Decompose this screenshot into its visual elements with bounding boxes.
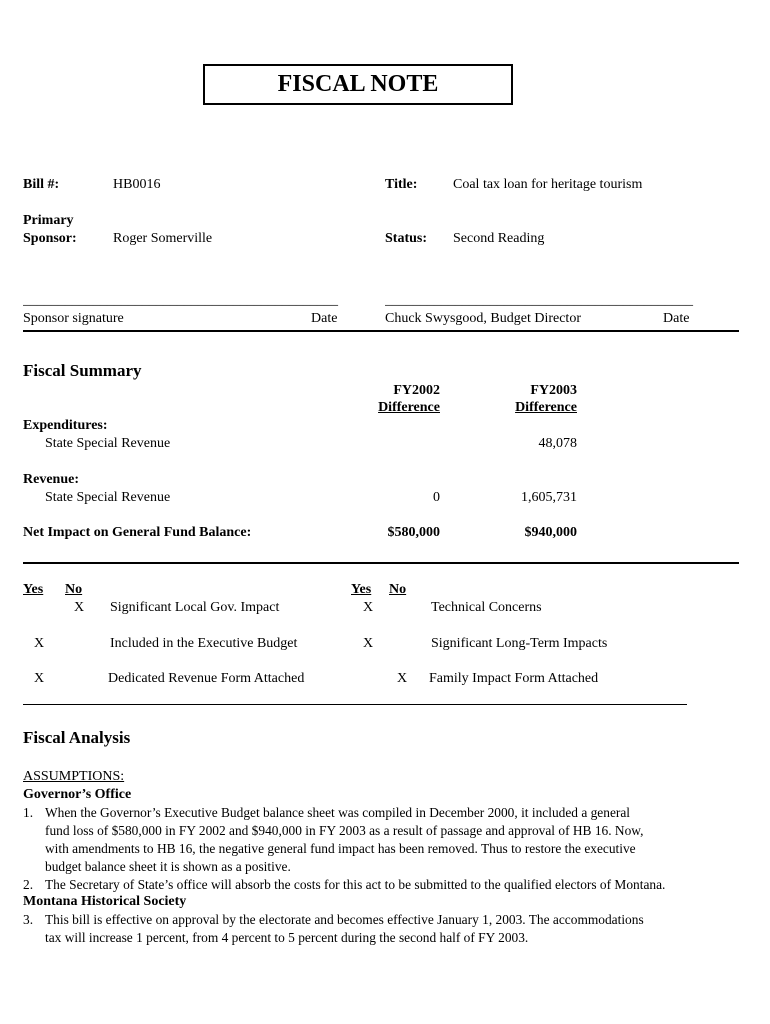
item1-line3: with amendments to HB 16, the negative general fund impact has been removed. Thus to restore the executive <box>45 841 636 856</box>
item1-line4: budget balance sheet it is shown as a positive. <box>45 859 291 874</box>
governors-office-heading: Governor’s Office <box>23 787 132 802</box>
divider-signatures <box>23 330 739 332</box>
status-value: Second Reading <box>453 231 545 246</box>
net-impact-label: Net Impact on General Fund Balance: <box>23 525 252 540</box>
sponsor-label-line2: Sponsor: <box>23 231 77 246</box>
director-date-caption: Date <box>663 311 690 326</box>
expenditures-fy2003: 48,078 <box>538 436 577 451</box>
item2-text: The Secretary of State’s office will absorb the costs for this act to be submitted to the qualified electors of Montana. <box>45 877 666 892</box>
fy2003-header-line2: Difference <box>515 400 577 415</box>
status-label: Status: <box>385 231 428 246</box>
right-row2-yes: X <box>362 636 374 651</box>
sponsor-value: Roger Somerville <box>113 231 213 246</box>
right-row3-label: Family Impact Form Attached <box>429 671 599 686</box>
expenditures-label: Expenditures: <box>23 418 108 433</box>
item1-number: 1. <box>23 805 34 820</box>
sponsor-label-line1: Primary <box>23 213 74 228</box>
item3-line1: This bill is effective on approval by the electorate and becomes effective January 1, 2003. The accommodations <box>45 912 644 927</box>
right-no-header: No <box>389 582 407 597</box>
revenue-fy2002: 0 <box>433 490 440 505</box>
fy2003-header-line1: FY2003 <box>530 383 577 398</box>
bill-number-value: HB0016 <box>113 177 161 192</box>
left-yes-header: Yes <box>23 582 44 597</box>
left-row2-yes: X <box>33 636 45 651</box>
divider-summary <box>23 562 739 564</box>
right-row2-label: Significant Long-Term Impacts <box>431 636 608 651</box>
right-yes-header: Yes <box>351 582 372 597</box>
left-row1-no: X <box>73 600 85 615</box>
assumptions-label: ASSUMPTIONS: <box>23 769 125 784</box>
director-signature-line: ____________________________________________ <box>385 293 693 308</box>
net-impact-fy2002: $580,000 <box>387 525 440 540</box>
item1-line1: When the Governor’s Executive Budget balance sheet was compiled in December 2000, it included a general <box>45 805 631 820</box>
sponsor-signature-line: _____________________________________________ <box>23 293 338 308</box>
left-no-header: No <box>65 582 83 597</box>
item3-line2: tax will increase 1 percent, from 4 percent to 5 percent during the second half of FY 2003. <box>45 930 529 945</box>
left-row2-label: Included in the Executive Budget <box>110 636 298 651</box>
fy2002-header-line2: Difference <box>378 400 440 415</box>
fy2002-header-line1: FY2002 <box>393 383 440 398</box>
historical-society-heading: Montana Historical Society <box>23 894 187 909</box>
left-row1-label: Significant Local Gov. Impact <box>110 600 280 615</box>
right-row1-label: Technical Concerns <box>431 600 542 615</box>
revenue-label: Revenue: <box>23 472 79 487</box>
bill-title-value: Coal tax loan for heritage tourism <box>453 177 643 192</box>
net-impact-fy2003: $940,000 <box>524 525 577 540</box>
item1-line2: fund loss of $580,000 in FY 2002 and $940,000 in FY 2003 as a result of passage and approval of HB 16. Now, <box>45 823 644 838</box>
director-signature-caption: Chuck Swysgood, Budget Director <box>385 311 581 326</box>
sponsor-date-caption: Date <box>311 311 338 326</box>
bill-title-label: Title: <box>385 177 418 192</box>
left-row3-yes: X <box>33 671 45 686</box>
item3-number: 3. <box>23 912 34 927</box>
expenditures-row-label: State Special Revenue <box>45 436 171 451</box>
item2-number: 2. <box>23 877 34 892</box>
page-title: FISCAL NOTE <box>203 64 513 105</box>
fiscal-summary-heading: Fiscal Summary <box>23 361 142 380</box>
fiscal-analysis-heading: Fiscal Analysis <box>23 728 131 747</box>
revenue-row-label: State Special Revenue <box>45 490 171 505</box>
sponsor-signature-caption: Sponsor signature <box>23 311 124 326</box>
bill-number-label: Bill #: <box>23 177 60 192</box>
divider-checklist <box>23 704 687 705</box>
right-row3-no: X <box>396 671 408 686</box>
revenue-fy2003: 1,605,731 <box>521 490 577 505</box>
left-row3-label: Dedicated Revenue Form Attached <box>108 671 305 686</box>
right-row1-yes: X <box>362 600 374 615</box>
